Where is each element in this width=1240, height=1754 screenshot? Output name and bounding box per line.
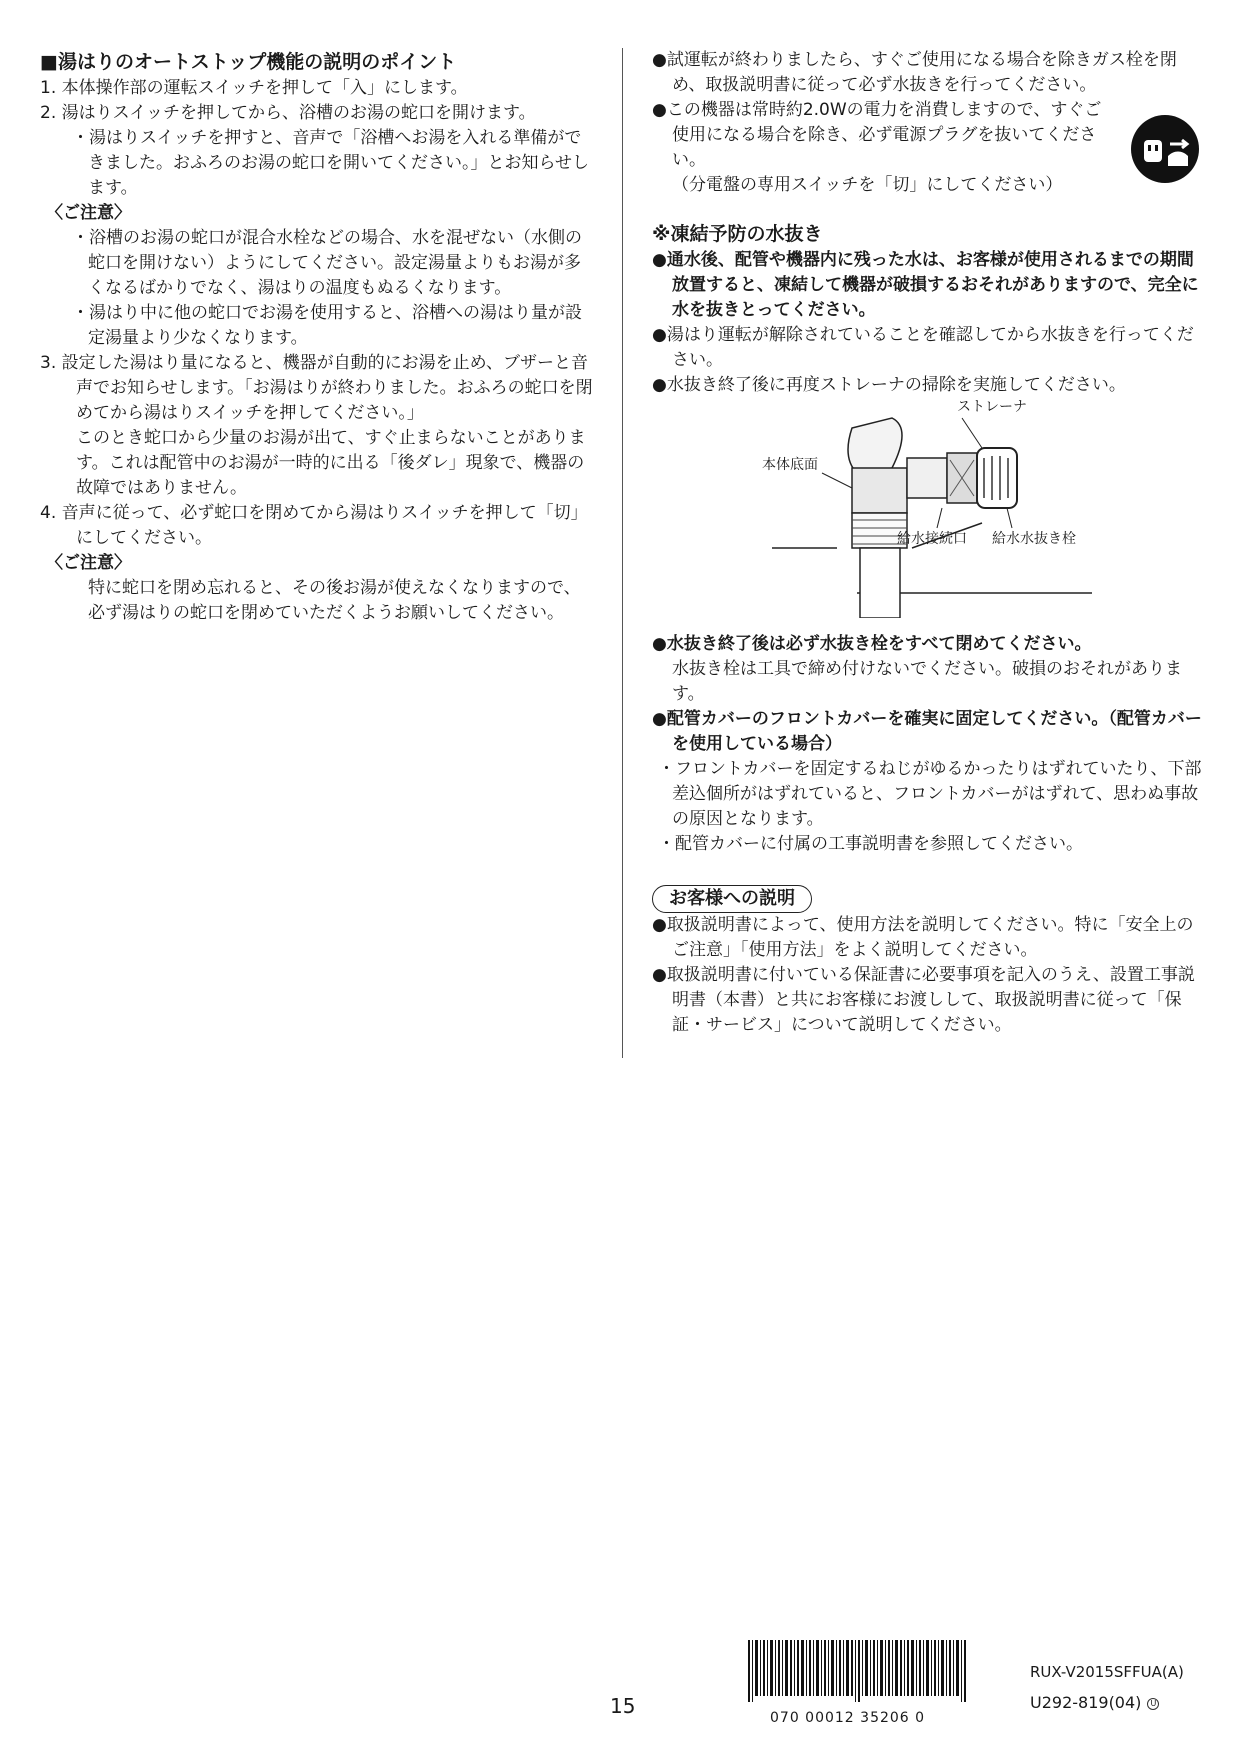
caution-1-b: ・湯はり中に他の蛇口でお湯を使用すると、浴槽への湯はり量が設定湯量より少なくなります。 bbox=[72, 303, 582, 348]
caution-label-2: 〈ご注意〉 bbox=[46, 553, 131, 573]
customer-note-2: ●取扱説明書に付いている保証書に必要事項を記入のうえ、設置工事説明書（本書）と共にお客様にお渡しして、取扱説明書に従って「保証・サービス」について説明してください。 bbox=[652, 965, 1195, 1035]
step-1: 1. 本体操作部の運転スイッチを押して「入」にします。 bbox=[40, 78, 468, 98]
caution-1-a: ・浴槽のお湯の蛇口が混合水栓などの場合、水を混ぜない（水側の蛇口を開けない）ようにしてください。設定湯量よりもお湯が多くなるばかりでなく、湯はりの温度もぬるくなります。 bbox=[72, 228, 582, 298]
gas-valve-note: ●試運転が終わりましたら、すぐご使用になる場合を除きガス栓を閉め、取扱説明書に従って必ず水抜きを行ってください。 bbox=[652, 50, 1177, 95]
unplug-icon bbox=[1130, 114, 1200, 184]
step-2: 2. 湯はりスイッチを押してから、浴槽のお湯の蛇口を開けます。 bbox=[40, 103, 536, 123]
close-plugs: ●水抜き終了後は必ず水抜き栓をすべて閉めてください。 bbox=[652, 634, 1092, 654]
step-2-note: ・湯はりスイッチを押すと、音声で「浴槽へお湯を入れる準備ができました。おふろのお湯の蛇口を開いてください。」とお知らせします。 bbox=[72, 128, 589, 198]
close-plugs-note: 水抜き栓は工具で締め付けないでください。破損のおそれがあります。 bbox=[672, 659, 1182, 704]
front-cover: ●配管カバーのフロントカバーを確実に固定してください。（配管カバーを使用している場合） bbox=[652, 709, 1202, 754]
front-cover-note-1: ・フロントカバーを固定するねじがゆるかったりはずれていたり、下部差込個所がはずれていると、フロントカバーがはずれて、思わぬ事故の原因となります。 bbox=[658, 759, 1202, 829]
caution-label-1: 〈ご注意〉 bbox=[46, 203, 131, 223]
freeze-heading: ※凍結予防の水抜き bbox=[652, 223, 823, 245]
column-divider bbox=[622, 48, 623, 1058]
step-3-note: このとき蛇口から少量のお湯が出て、すぐ止まらないことがあります。これは配管中のお湯が一時的に出る「後ダレ」現象で、機器の故障ではありません。 bbox=[76, 428, 586, 498]
strainer-label: ストレーナ bbox=[957, 399, 1027, 415]
document-code-row bbox=[1030, 1690, 1159, 1715]
power-switch-note: （分電盤の専用スイッチを「切」にしてください） bbox=[672, 175, 1063, 195]
freeze-warning: ●通水後、配管や機器内に残った水は、お客様が使用されるまでの期間放置すると、凍結して機器が破損するおそれがありますので、完全に水を抜きとってください。 bbox=[652, 250, 1199, 320]
drain-plug-label: 給水水抜き栓 bbox=[992, 531, 1076, 547]
power-note: ●この機器は常時約2.0Wの電力を消費しますので、すぐご使用になる場合を除き、必ず電源プラグを抜いてください。 bbox=[652, 100, 1102, 170]
auto-stop-heading: ■湯はりのオートストップ機能の説明のポイント bbox=[40, 51, 457, 73]
drain-diagram bbox=[762, 398, 1202, 618]
barcode-number: 070 00012 35206 0 bbox=[770, 1710, 926, 1726]
freeze-check: ●湯はり運転が解除されていることを確認してから水抜きを行ってください。 bbox=[652, 325, 1194, 370]
step-4: 4. 音声に従って、必ず蛇口を閉めてから湯はりスイッチを押して「切」にしてください。 bbox=[40, 503, 588, 548]
barcode bbox=[748, 1640, 968, 1702]
drain-figure bbox=[762, 398, 1202, 618]
right-column bbox=[652, 48, 1208, 1038]
page-number: 15 bbox=[610, 1694, 636, 1718]
u-mark-icon: U bbox=[1147, 1698, 1159, 1710]
model-number: RUX-V2015SFFUA(A) bbox=[1030, 1663, 1184, 1681]
front-cover-note-2: ・配管カバーに付属の工事説明書を参照してください。 bbox=[658, 834, 1083, 854]
step-3: 3. 設定した湯はり量になると、機器が自動的にお湯を止め、ブザーと音声でお知らせします。「お湯はりが終わりました。おふろの蛇口を閉めてから湯はりスイッチを押してください。」 bbox=[40, 353, 593, 423]
caution-2-text: 特に蛇口を閉め忘れると、その後お湯が使えなくなりますので、必ず湯はりの蛇口を閉めていただくようお願いしてください。 bbox=[88, 578, 581, 623]
customer-note-1: ●取扱説明書によって、使用方法を説明してください。特に「安全上のご注意」「使用方法」をよく説明してください。 bbox=[652, 915, 1194, 960]
left-column bbox=[40, 48, 596, 626]
customer-heading: お客様への説明 bbox=[652, 885, 812, 913]
bottom-label: 本体底面 bbox=[762, 457, 818, 473]
freeze-strainer: ●水抜き終了後に再度ストレーナの掃除を実施してください。 bbox=[652, 375, 1126, 395]
inlet-label: 給水接続口 bbox=[897, 531, 967, 547]
document-code: U292-819(04) bbox=[1030, 1693, 1142, 1712]
